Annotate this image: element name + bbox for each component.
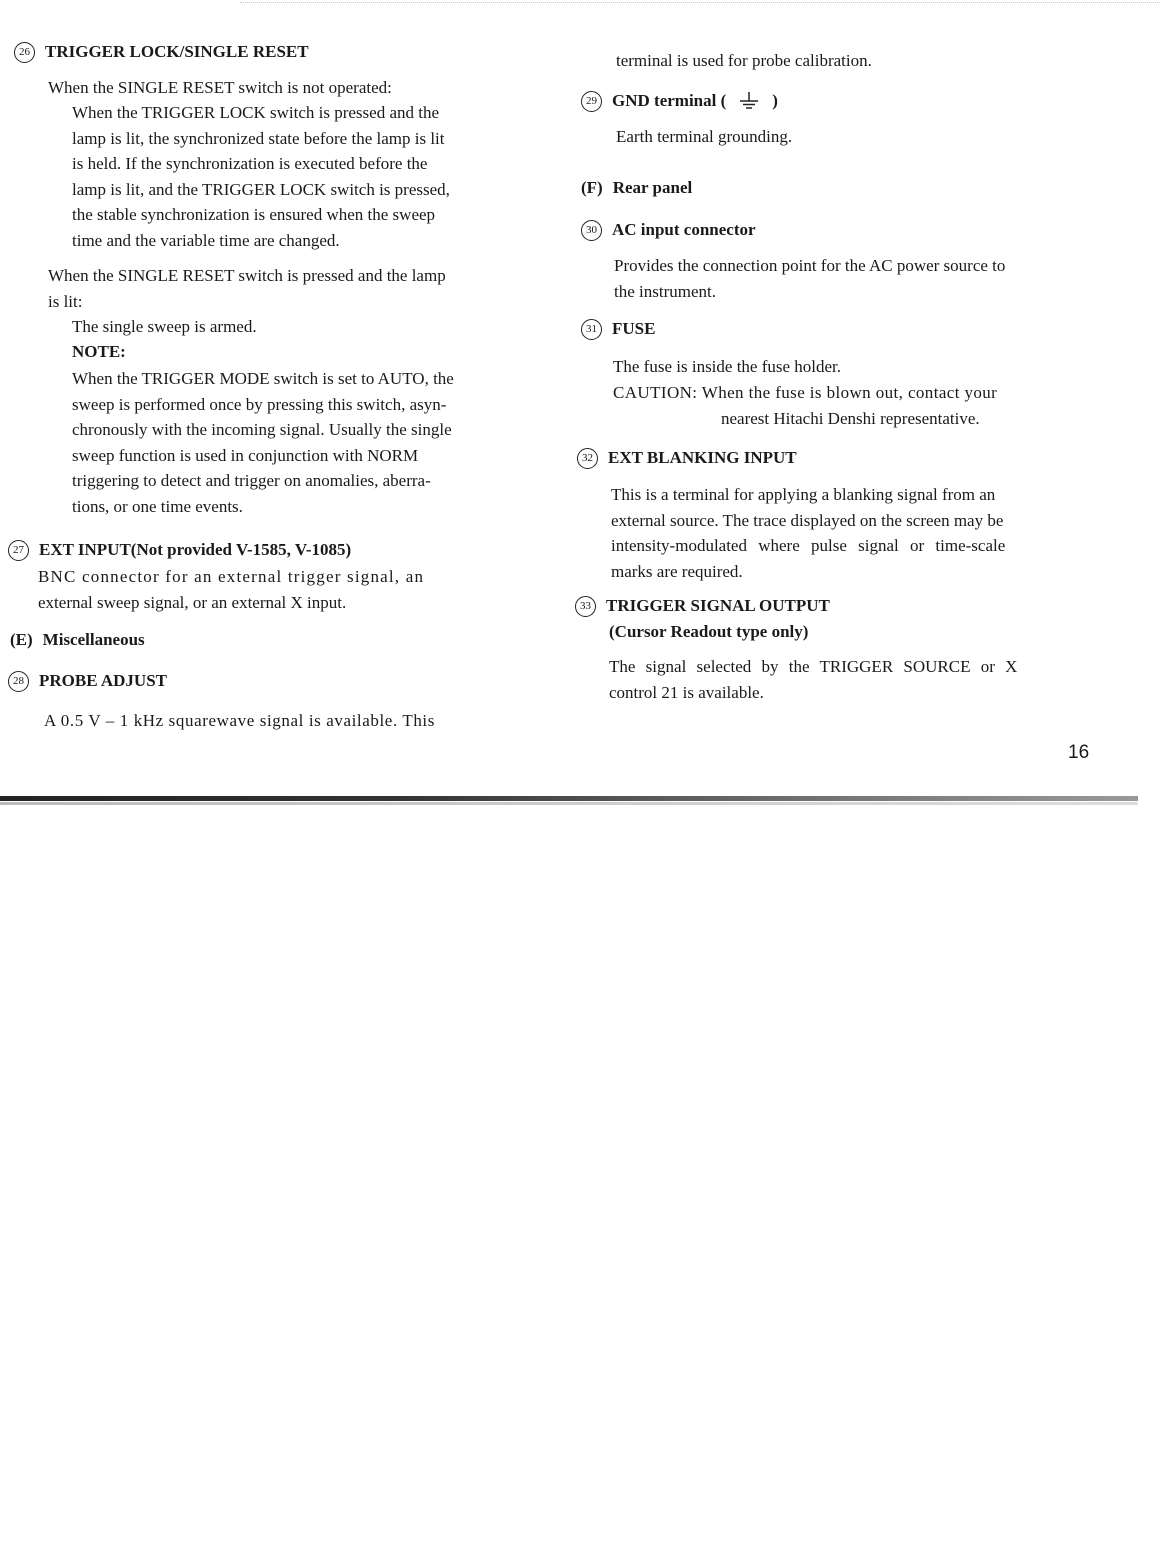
note-label: NOTE: <box>72 342 126 361</box>
section-31-title: FUSE <box>612 319 656 338</box>
section-26-condition-2 <box>48 263 446 314</box>
section-E-heading <box>10 628 145 652</box>
section-28-title: PROBE ADJUST <box>39 671 167 690</box>
page-bottom-rule-shadow <box>0 802 1138 805</box>
text-line: the stable synchronization is ensured when the sweep <box>72 205 436 224</box>
section-31-caution-cont: nearest Hitachi Denshi representative. <box>721 409 980 428</box>
text-line: intensity-modulated where pulse signal or time-scale <box>611 536 1006 555</box>
section-27-number: 27 <box>8 540 29 561</box>
section-29-title-start: GND terminal ( <box>612 91 727 110</box>
section-30-number: 30 <box>581 220 602 241</box>
section-E-title: Miscellaneous <box>42 630 145 649</box>
section-26-condition-1: When the SINGLE RESET switch is not operated: <box>48 78 392 97</box>
section-30-body <box>614 253 1005 304</box>
section-26-body-2: The single sweep is armed. <box>72 317 257 336</box>
text-line: is lit: <box>48 291 83 311</box>
section-32-number: 32 <box>577 448 598 469</box>
section-33-number: 33 <box>575 596 596 617</box>
section-E-letter: (E) <box>10 630 33 649</box>
text-line: When the TRIGGER MODE switch is set to AUTO, the <box>72 369 454 388</box>
section-27-title: EXT INPUT(Not provided V-1585, V-1085) <box>39 540 352 559</box>
page-number: 16 <box>1068 742 1090 763</box>
section-31-body: The fuse is inside the fuse holder. <box>613 357 842 376</box>
text-line: is held. If the synchronization is executed before the <box>72 154 428 173</box>
page-bottom-rule <box>0 796 1138 801</box>
text-line: time and the variable time are changed. <box>72 230 340 250</box>
text-line: When the SINGLE RESET switch is pressed and the lamp <box>48 266 446 285</box>
section-27-body <box>38 564 424 615</box>
text-line: lamp is lit, and the TRIGGER LOCK switch is pressed, <box>72 179 450 199</box>
text-line: sweep function is used in conjunction with NORM <box>72 445 419 465</box>
text-line: sweep is performed once by pressing this switch, asyn- <box>72 394 447 414</box>
text-line: marks are required. <box>611 561 743 581</box>
section-26-title: TRIGGER LOCK/SINGLE RESET <box>45 42 309 61</box>
section-31-number: 31 <box>581 319 602 340</box>
section-28-number: 28 <box>8 671 29 692</box>
section-33-body <box>609 654 1017 705</box>
section-32-heading <box>577 446 797 470</box>
section-F-heading <box>581 176 692 200</box>
section-26-note <box>72 366 454 519</box>
section-26-body-1 <box>72 100 450 253</box>
text-line: external sweep signal, or an external X input. <box>38 592 347 612</box>
section-26-number: 26 <box>14 42 35 63</box>
section-29-heading <box>581 89 778 113</box>
section-F-title: Rear panel <box>612 178 693 197</box>
text-line: the instrument. <box>614 281 716 301</box>
text-line: chronously with the incoming signal. Usually the single <box>72 420 452 439</box>
section-33-subtitle: (Cursor Readout type only) <box>609 622 809 641</box>
text-line: control 21 is available. <box>609 682 764 702</box>
section-33-heading <box>575 594 830 618</box>
section-27-heading <box>8 538 351 562</box>
text-line: When the TRIGGER LOCK switch is pressed and the <box>72 103 440 122</box>
text-line: tions, or one time events. <box>72 496 243 516</box>
top-scan-line <box>240 2 1160 3</box>
section-33-title: TRIGGER SIGNAL OUTPUT <box>606 596 830 615</box>
section-32-title: EXT BLANKING INPUT <box>608 448 797 467</box>
text-line: Provides the connection point for the AC power source to <box>614 256 1006 275</box>
text-line: This is a terminal for applying a blanking signal from an <box>611 485 996 504</box>
section-29-number: 29 <box>581 91 602 112</box>
section-31-heading <box>581 317 655 341</box>
section-30-title: AC input connector <box>612 220 756 239</box>
text-line: triggering to detect and trigger on anomalies, aberra- <box>72 471 431 490</box>
ground-icon <box>738 91 760 111</box>
text-line: BNC connector for an external trigger signal, an <box>38 567 425 586</box>
section-30-heading <box>581 218 756 242</box>
section-28-body: A 0.5 V – 1 kHz squarewave signal is available. This <box>44 711 435 730</box>
section-32-body <box>611 482 1005 584</box>
section-28-heading <box>8 669 167 693</box>
text-line: external source. The trace displayed on the screen may be <box>611 510 1004 530</box>
text-line: lamp is lit, the synchronized state before the lamp is lit <box>72 128 445 148</box>
section-26-heading <box>14 40 309 64</box>
section-29-body: Earth terminal grounding. <box>616 127 793 146</box>
continuation-text: terminal is used for probe calibration. <box>616 51 872 70</box>
section-31-caution: CAUTION: When the fuse is blown out, contact your <box>613 383 998 402</box>
section-29-title-end: ) <box>772 91 778 110</box>
section-F-letter: (F) <box>581 178 603 197</box>
text-line: The signal selected by the TRIGGER SOURCE or X <box>609 657 1018 676</box>
